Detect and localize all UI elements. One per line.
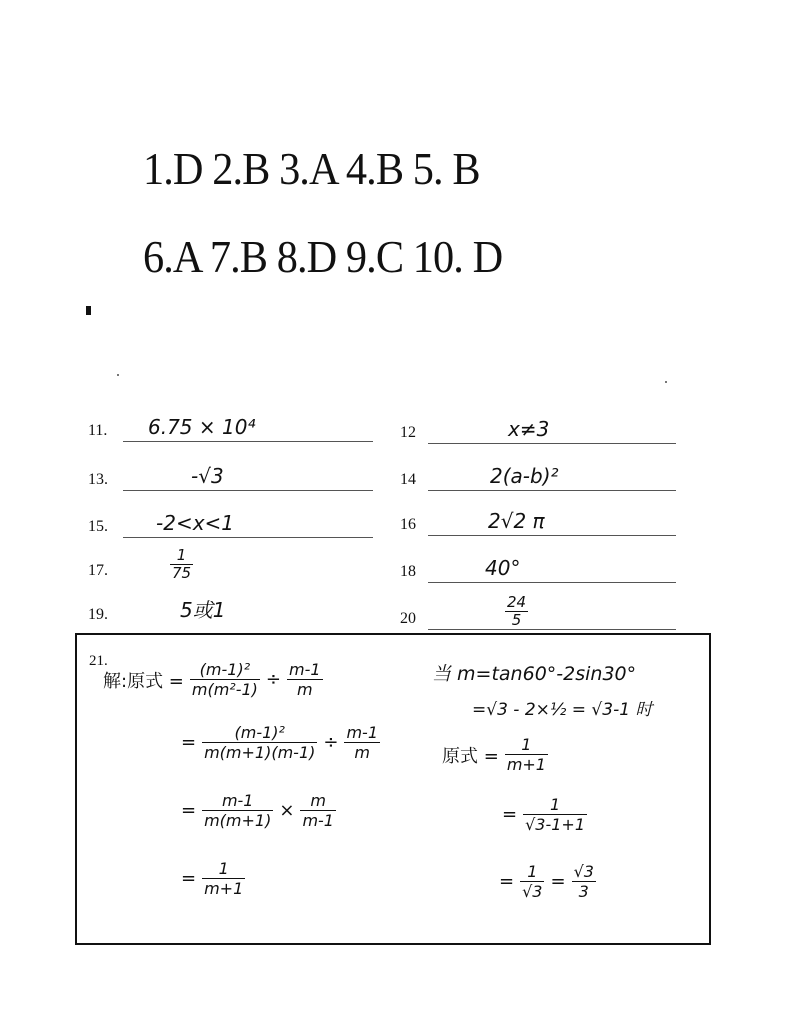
equals-sign: = [499,871,515,892]
question-number: 18 [400,563,416,580]
answer-text: 2(a-b)² [490,464,559,488]
fraction-denominator: m(m+1)(m-1) [204,743,316,762]
choice-answers-row-2: 6.A 7.B 8.D 9.C 10. D [143,231,503,282]
solution-prefix: 原式 = [442,745,499,767]
answer-line [123,490,373,491]
fill-in-19 [88,596,378,626]
operator: × [279,800,295,821]
answer-text: x≠3 [508,417,550,441]
equals-sign: = [550,871,566,892]
fill-in-16 [400,506,680,536]
answer-line [428,582,676,583]
answer-line [428,629,676,630]
question-number: 12 [400,424,416,441]
answer-fraction [505,594,528,629]
fraction-denominator: m+1 [204,879,244,898]
fraction-denominator: m(m+1) [204,811,272,830]
fraction-denominator: m-1 [302,811,334,830]
question-number: 14 [400,471,416,488]
answer-line [123,441,373,442]
question-number: 13. [88,471,108,488]
fraction-numerator: 1 [520,862,544,882]
fraction-numerator: √3 [573,862,594,881]
fill-in-15 [88,508,378,538]
question-number: 15. [88,518,108,535]
q21-right-line-3 [442,735,548,774]
operator: ÷ [323,732,339,753]
fraction-denominator: m(m²-1) [191,680,258,699]
fill-in-13 [88,461,378,491]
fraction-numerator: 24 [507,593,527,611]
q21-right-line-5 [499,862,596,901]
choice-answers-row-1: 1.D 2.B 3.A 4.B 5. B [143,143,480,194]
equals-sign: = [181,800,197,821]
fraction-numerator: 1 [505,735,548,755]
q21-solution-box [75,633,711,945]
operator: ÷ [265,669,281,690]
fill-in-18 [400,553,680,583]
fraction-denominator: 5 [511,611,522,629]
fraction-denominator: √3 [522,882,543,901]
fill-in-14 [400,461,680,491]
fill-in-17 [88,548,378,582]
answer-text: 6.75 × 10⁴ [148,415,256,439]
q21-left-line-3 [181,791,336,830]
fraction-denominator: 3 [578,882,589,901]
fraction-numerator: (m-1)² [202,723,317,743]
fraction-denominator: m [354,743,371,762]
question-number: 21. [89,653,108,669]
fraction-numerator: (m-1)² [190,660,260,680]
answer-text: -2<x<1 [156,511,235,535]
answer-line [428,443,676,444]
question-number: 20 [400,610,416,627]
fraction-denominator: 75 [172,564,192,582]
q21-left-line-2 [181,723,380,762]
fraction-numerator: m-1 [289,660,321,679]
question-number: 17. [88,562,108,579]
answer-text: 5或1 [180,598,226,622]
scan-dot [117,374,119,376]
answer-line [428,490,676,491]
fraction-numerator: m [300,791,336,811]
answer-line [123,537,373,538]
substitution-condition: 当 m=tan60°-2sin30° [432,663,637,685]
answer-fraction [170,547,193,582]
question-number: 11. [88,422,108,439]
fraction-denominator: m+1 [506,755,546,774]
substitution-value: =√3 - 2×½ = √3-1 时 [472,700,653,720]
question-number: 19. [88,606,108,623]
scan-mark [86,306,91,315]
answer-text: 2√2 π [488,509,545,533]
q21-right-line-4 [502,795,587,834]
equals-sign: = [502,804,518,825]
answer-text: -√3 [191,464,224,488]
fill-in-11 [88,412,378,442]
fill-in-12 [400,414,680,444]
equals-sign: = [181,868,197,889]
fraction-numerator: 1 [170,547,193,565]
fill-in-20 [400,592,680,630]
scan-dot [665,381,667,383]
fraction-numerator: 1 [202,859,245,879]
fraction-denominator: m [296,680,313,699]
equals-sign: = [181,732,197,753]
q21-right-line-1 [432,659,636,686]
q21-left-line-1 [103,660,323,699]
q21-right-line-2 [472,695,652,720]
fraction-numerator: m-1 [346,723,378,742]
solution-prefix: 解:原式 = [103,670,184,692]
answer-line [428,535,676,536]
answer-text: 40° [485,556,521,580]
fraction-numerator: m-1 [202,791,273,811]
question-number: 16 [400,516,416,533]
fraction-denominator: √3-1+1 [525,815,586,834]
q21-left-line-4 [181,859,245,898]
fraction-numerator: 1 [523,795,587,815]
